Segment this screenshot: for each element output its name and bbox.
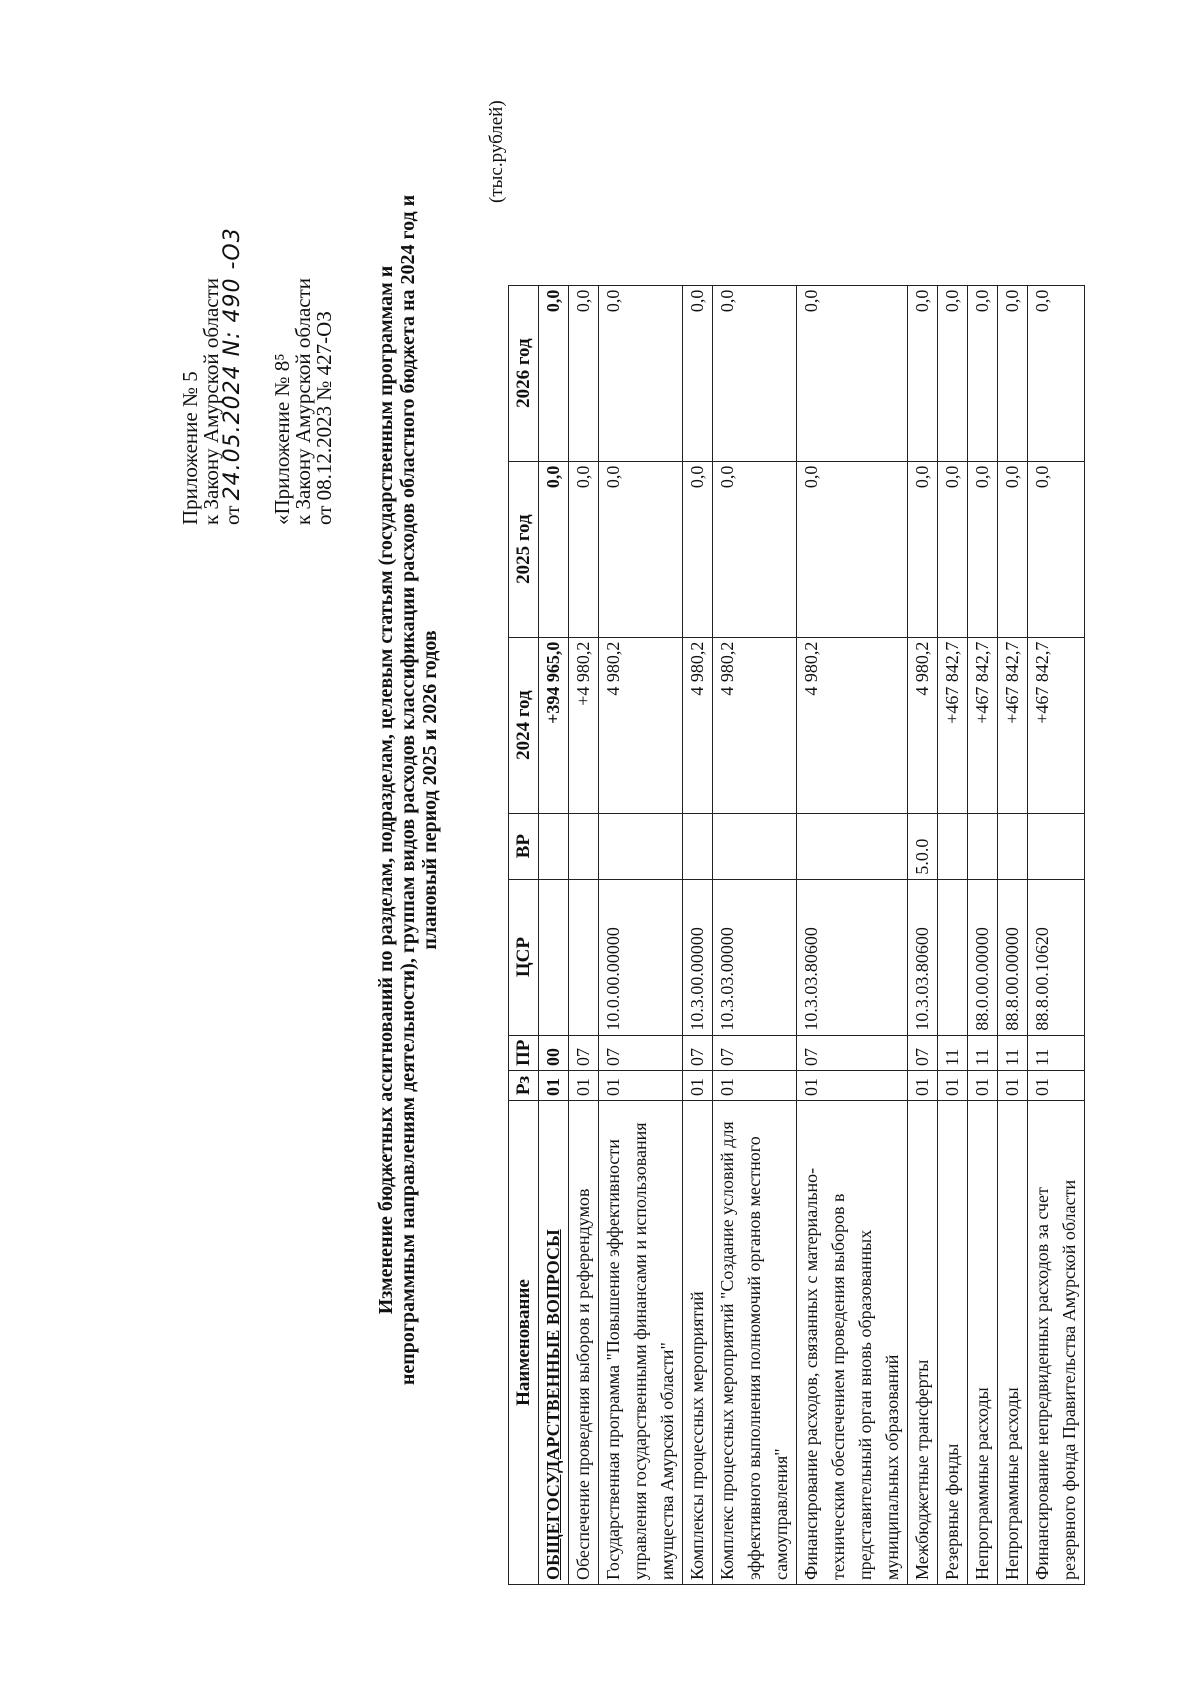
cell-name: Обеспечение проведения выборов и референдумов	[569, 1101, 599, 1585]
table-row	[539, 285, 569, 1584]
cell-rz: 01	[599, 1071, 683, 1101]
appendix-reference	[180, 55, 243, 525]
prior-appendix-date: от 08.12.2023 № 427-ОЗ	[312, 311, 336, 525]
cell-rz: 01	[683, 1071, 713, 1101]
cell-name: Непрограммные расходы	[968, 1101, 998, 1585]
cell-csr: 88.8.00.00000	[998, 879, 1028, 1035]
cell-vr	[998, 813, 1028, 879]
header-name: Наименование	[509, 1101, 539, 1585]
cell-vr	[797, 813, 908, 879]
cell-rz: 01	[797, 1071, 908, 1101]
prior-appendix-reference	[272, 55, 335, 525]
cell-2026: 0,0	[713, 285, 797, 461]
cell-vr	[599, 813, 683, 879]
cell-pr: 11	[998, 1035, 1028, 1070]
table-row	[1028, 285, 1085, 1584]
cell-csr	[569, 879, 599, 1035]
table-row	[938, 285, 968, 1584]
header-2024: 2024 год	[509, 637, 539, 813]
document-title	[375, 25, 441, 1555]
cell-2025: 0,0	[683, 461, 713, 637]
cell-name: Межбюджетные трансферты	[908, 1101, 938, 1585]
cell-pr: 07	[683, 1035, 713, 1070]
table-row	[968, 285, 998, 1584]
cell-2024: 4 980,2	[908, 637, 938, 813]
table-row	[998, 285, 1028, 1584]
cell-name: Резервные фонды	[938, 1101, 968, 1585]
table-row	[908, 285, 938, 1584]
cell-vr	[539, 813, 569, 879]
cell-2025: 0,0	[908, 461, 938, 637]
cell-pr: 11	[938, 1035, 968, 1070]
cell-2024: +394 965,0	[539, 637, 569, 813]
cell-2026: 0,0	[998, 285, 1028, 461]
cell-2026: 0,0	[539, 285, 569, 461]
cell-2024: 4 980,2	[599, 637, 683, 813]
cell-csr: 10.3.03.80600	[797, 879, 908, 1035]
table-header-row	[509, 285, 539, 1584]
cell-pr: 00	[539, 1035, 569, 1070]
cell-2024: +467 842,7	[968, 637, 998, 813]
cell-csr	[539, 879, 569, 1035]
cell-name: Непрограммные расходы	[998, 1101, 1028, 1585]
prior-appendix-law: к Закону Амурской области	[291, 277, 315, 525]
header-2026: 2026 год	[509, 285, 539, 461]
cell-2026: 0,0	[968, 285, 998, 461]
title-line-3: плановый период 2025 и 2026 годов	[419, 630, 441, 950]
cell-csr: 88.8.00.10620	[1028, 879, 1085, 1035]
handwritten-law-date: 24.05.2024 N: 490 -O3	[220, 227, 245, 501]
cell-rz: 01	[938, 1071, 968, 1101]
cell-2025: 0,0	[713, 461, 797, 637]
header-pr: ПР	[509, 1035, 539, 1070]
cell-vr	[938, 813, 968, 879]
cell-csr: 88.0.00.00000	[968, 879, 998, 1035]
table-row	[599, 285, 683, 1584]
units-label: (тыс.рублей)	[486, 100, 507, 203]
cell-rz: 01	[998, 1071, 1028, 1101]
cell-name: Финансирование расходов, связанных с материально-техническим обеспечением проведения выборов в представительный орган вновь образованных муниципальных образований	[797, 1101, 908, 1585]
cell-vr	[569, 813, 599, 879]
cell-2026: 0,0	[569, 285, 599, 461]
appendix-law: к Закону Амурской области	[199, 277, 223, 525]
header-2025: 2025 год	[509, 461, 539, 637]
cell-2024: +4 980,2	[569, 637, 599, 813]
cell-name: ОБЩЕГОСУДАРСТВЕННЫЕ ВОПРОСЫ	[539, 1101, 569, 1585]
table-row	[713, 285, 797, 1584]
cell-rz: 01	[569, 1071, 599, 1101]
cell-name: Государственная программа "Повышение эффективности управления государственными финансами и использования имущества Амурской области"	[599, 1101, 683, 1585]
cell-rz: 01	[1028, 1071, 1085, 1101]
cell-2025: 0,0	[797, 461, 908, 637]
cell-vr	[683, 813, 713, 879]
cell-2026: 0,0	[599, 285, 683, 461]
table-row	[797, 285, 908, 1584]
cell-pr: 11	[1028, 1035, 1085, 1070]
cell-2024: +467 842,7	[938, 637, 968, 813]
cell-2026: 0,0	[908, 285, 938, 461]
cell-2025: 0,0	[1028, 461, 1085, 637]
cell-2025: 0,0	[539, 461, 569, 637]
cell-vr	[713, 813, 797, 879]
cell-name: Комплексы процессных мероприятий	[683, 1101, 713, 1585]
appendix-date-prefix: от	[220, 505, 244, 525]
cell-2026: 0,0	[938, 285, 968, 461]
cell-2025: 0,0	[938, 461, 968, 637]
cell-2026: 0,0	[683, 285, 713, 461]
cell-csr: 10.3.00.00000	[683, 879, 713, 1035]
header-csr: ЦСР	[509, 879, 539, 1035]
table-row	[683, 285, 713, 1584]
cell-pr: 07	[599, 1035, 683, 1070]
title-line-2: непрограммным направлениям деятельности), группам видов расходов классификации расходов областного бюджета на 2024 год и	[397, 194, 419, 1386]
cell-2026: 0,0	[1028, 285, 1085, 461]
cell-csr: 10.0.00.00000	[599, 879, 683, 1035]
cell-vr	[968, 813, 998, 879]
cell-vr: 5.0.0	[908, 813, 938, 879]
table-row	[569, 285, 599, 1584]
cell-csr: 10.3.03.00000	[713, 879, 797, 1035]
appendix-date-line	[222, 55, 243, 525]
cell-csr	[938, 879, 968, 1035]
cell-rz: 01	[713, 1071, 797, 1101]
cell-pr: 07	[908, 1035, 938, 1070]
appendix-number: Приложение № 5	[178, 371, 202, 525]
cell-2024: 4 980,2	[797, 637, 908, 813]
cell-2024: 4 980,2	[713, 637, 797, 813]
cell-rz: 01	[968, 1071, 998, 1101]
budget-table	[508, 285, 1085, 1585]
cell-2025: 0,0	[599, 461, 683, 637]
prior-appendix-number: «Приложение № 8⁵	[270, 353, 294, 525]
cell-2025: 0,0	[569, 461, 599, 637]
cell-rz: 01	[539, 1071, 569, 1101]
cell-pr: 07	[569, 1035, 599, 1070]
cell-pr: 07	[797, 1035, 908, 1070]
cell-2024: +467 842,7	[998, 637, 1028, 813]
cell-2025: 0,0	[968, 461, 998, 637]
header-vr: ВР	[509, 813, 539, 879]
table-body	[539, 285, 1085, 1584]
cell-2026: 0,0	[797, 285, 908, 461]
cell-pr: 11	[968, 1035, 998, 1070]
cell-2025: 0,0	[998, 461, 1028, 637]
cell-2024: +467 842,7	[1028, 637, 1085, 813]
cell-rz: 01	[908, 1071, 938, 1101]
cell-pr: 07	[713, 1035, 797, 1070]
cell-csr: 10.3.03.80600	[908, 879, 938, 1035]
title-line-1: Изменение бюджетных ассигнований по разделам, подразделам, целевым статьям (государственным программам и	[375, 265, 397, 1315]
cell-vr	[1028, 813, 1085, 879]
header-rz: Рз	[509, 1071, 539, 1101]
cell-2024: 4 980,2	[683, 637, 713, 813]
cell-name: Финансирование непредвиденных расходов за счет резервного фонда Правительства Амурской области	[1028, 1101, 1085, 1585]
cell-name: Комплекс процессных мероприятий "Создание условий для эффективного выполнения полномочий органов местного самоуправления"	[713, 1101, 797, 1585]
